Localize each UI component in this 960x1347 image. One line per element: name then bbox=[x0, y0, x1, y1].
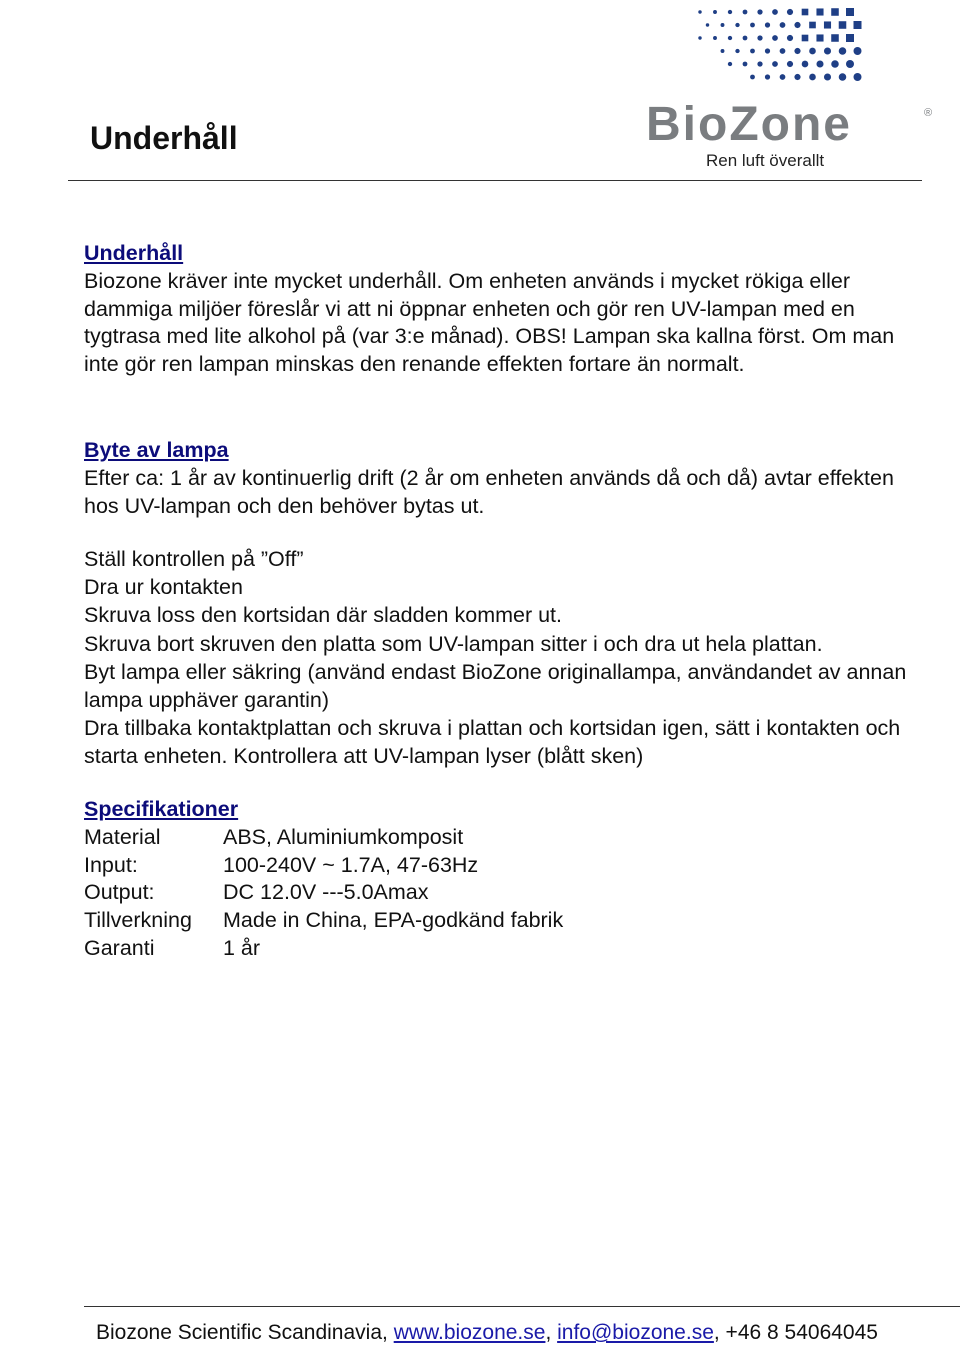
lamp-heading: Byte av lampa bbox=[84, 438, 229, 462]
spec-value: ABS, Aluminiumkomposit bbox=[223, 824, 464, 849]
biozone-logo bbox=[640, 8, 940, 178]
maintenance-text: Biozone kräver inte mycket underhåll. Om enheten används i mycket rökiga eller dammiga miljöer föreslår vi att ni öppnar enheten och gör ren UV-lampan med en tygtrasa med lite alkohol på (var 3:e månad). OBS! Lampan ska kallna först. Om man inte gör ren lampan minskas den renande effekten fortare än normalt. bbox=[84, 268, 895, 377]
spec-value: 100-240V ~ 1.7A, 47-63Hz bbox=[223, 852, 479, 877]
spec-row bbox=[84, 907, 924, 935]
footer-divider bbox=[84, 1306, 960, 1307]
spec-row bbox=[84, 935, 924, 963]
lamp-section bbox=[84, 437, 924, 520]
logo-brand: BioZone bbox=[646, 98, 852, 151]
footer-company: Biozone Scientific Scandinavia, bbox=[96, 1321, 388, 1344]
spec-key: Tillverkning bbox=[84, 908, 192, 933]
logo-dot-pattern bbox=[698, 8, 861, 81]
spec-key: Output: bbox=[84, 880, 155, 905]
website-link[interactable]: www.biozone.se bbox=[393, 1321, 546, 1344]
specs-heading: Specifikationer bbox=[84, 797, 239, 821]
spec-key: Input: bbox=[84, 852, 138, 877]
email-link[interactable]: info@biozone.se bbox=[557, 1321, 714, 1344]
lamp-step: Skruva loss den kortsidan där sladden kommer ut. bbox=[84, 602, 563, 627]
spec-key: Garanti bbox=[84, 935, 155, 960]
maintenance-heading: Underhåll bbox=[84, 241, 184, 265]
logo-tagline: Ren luft överallt bbox=[706, 151, 825, 170]
lamp-text: Efter ca: 1 år av kontinuerlig drift (2 år om enheten används då och då) avtar effekten hos UV-lampan och den behöver bytas ut. bbox=[84, 465, 894, 518]
spec-value: DC 12.0V ---5.0Amax bbox=[223, 880, 429, 905]
page-title: Underhåll bbox=[90, 120, 238, 156]
header-divider bbox=[68, 180, 922, 181]
lamp-step: Skruva bort skruven den platta som UV-lampan sitter i och dra ut hela plattan. bbox=[84, 632, 823, 657]
spec-value: 1 år bbox=[223, 935, 261, 960]
maintenance-section bbox=[84, 240, 914, 379]
spec-key: Material bbox=[84, 824, 161, 849]
spec-row bbox=[84, 879, 924, 907]
lamp-step: Byt lampa eller säkring (använd endast BioZone originallampa, användandet av annan lampa upphäver garantin) bbox=[84, 660, 907, 712]
footer-phone: , +46 8 54064045 bbox=[713, 1321, 878, 1344]
lamp-steps bbox=[84, 546, 924, 770]
spec-value: Made in China, EPA-godkänd fabrik bbox=[223, 908, 564, 933]
logo-registered: ® bbox=[924, 107, 933, 119]
lamp-step: Ställ kontrollen på ”Off” bbox=[84, 547, 304, 571]
lamp-step: Dra ur kontakten bbox=[84, 574, 243, 599]
spec-row bbox=[84, 852, 924, 880]
spec-row bbox=[84, 824, 924, 852]
lamp-step: Dra tillbaka kontaktplattan och skruva i plattan och kortsidan igen, sätt i kontakten och starta enheten. Kontrollera att UV-lampan lyser (blått sken) bbox=[84, 715, 901, 768]
footer bbox=[96, 1320, 878, 1346]
footer-separator: , bbox=[545, 1321, 552, 1344]
specs-section bbox=[84, 796, 924, 963]
